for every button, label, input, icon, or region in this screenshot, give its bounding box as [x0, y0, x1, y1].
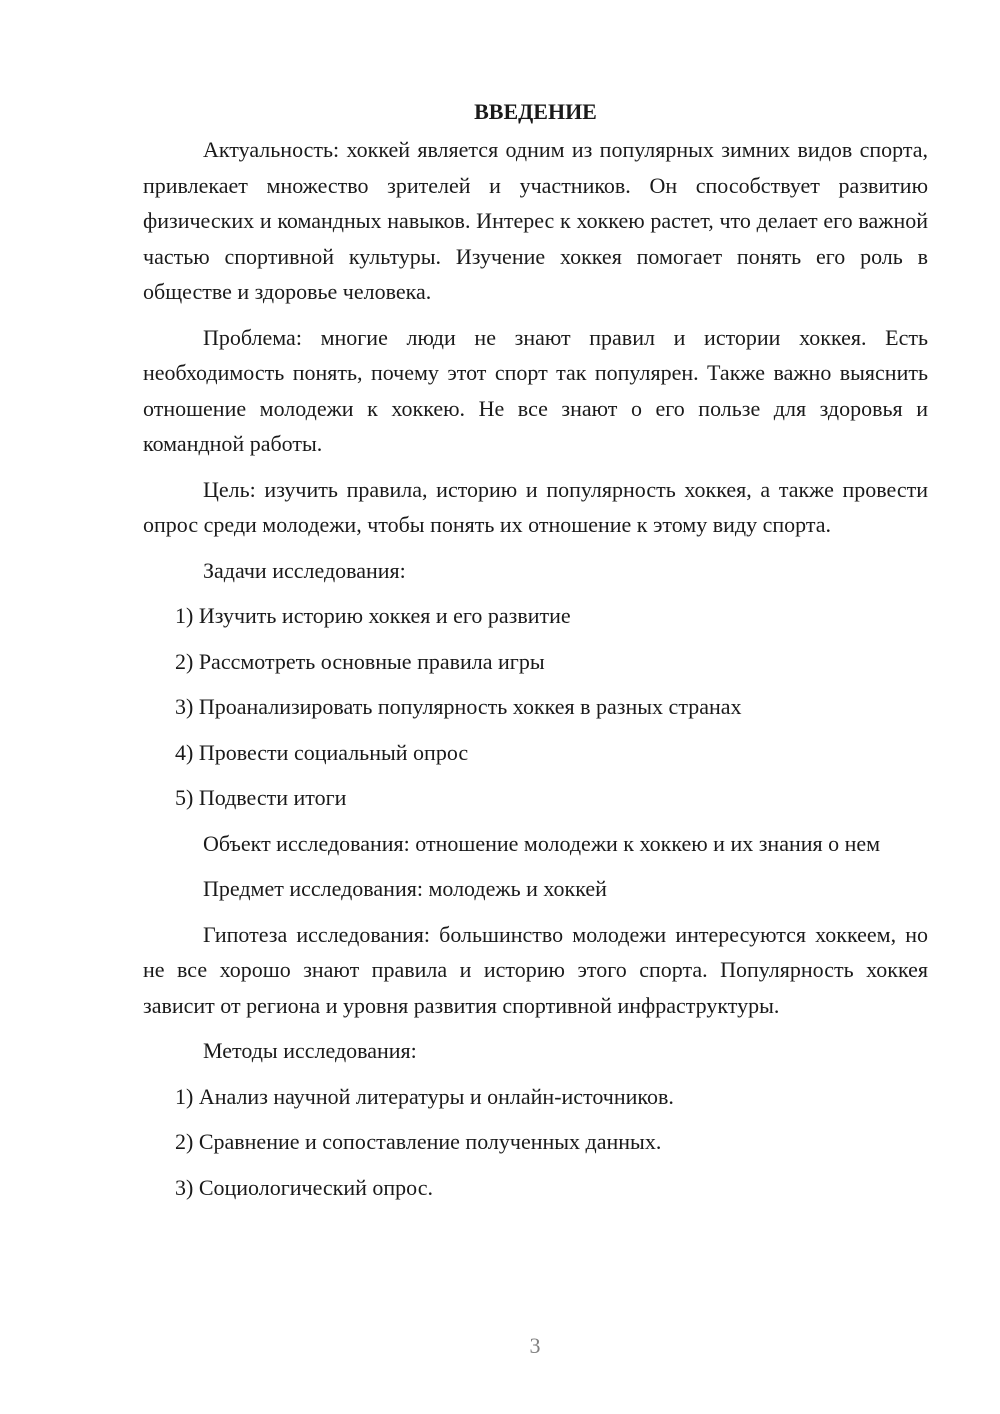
- methods-heading: Методы исследования:: [203, 1038, 417, 1063]
- page-number: 3: [529, 1333, 541, 1358]
- subject-paragraph: Предмет исследования: молодежь и хоккей: [203, 876, 607, 901]
- task-item-1: 1) Изучить историю хоккея и его развитие: [175, 603, 571, 628]
- goal-paragraph: Цель: изучить правила, историю и популярность хоккея, а также провести опрос среди молодежи, чтобы понять их отношение к этому виду спорта.: [143, 476, 928, 537]
- section-title: ВВЕДЕНИЕ: [474, 99, 597, 124]
- page-content: [143, 94, 928, 1215]
- method-item-3: 3) Социологический опрос.: [175, 1174, 433, 1200]
- task-item-3: 3) Проанализировать популярность хоккея в разных странах: [175, 694, 742, 719]
- task-item-5: 5) Подвести итоги: [175, 785, 347, 810]
- task-item-2: 2) Рассмотреть основные правила игры: [175, 648, 545, 674]
- method-item-2: 2) Сравнение и сопоставление полученных данных.: [175, 1129, 662, 1154]
- relevance-paragraph: Актуальность: хоккей является одним из популярных зимних видов спорта, привлекает множество зрителей и участников. Он способствует развитию физических и командных навыков. Интерес к хоккею растет, что делает его важной частью спортивной культуры. Изучение хоккея помогает понять его роль в обществе и здоровье человека.: [143, 137, 928, 304]
- hypothesis-paragraph: Гипотеза исследования: большинство молодежи интересуются хоккеем, но не все хорошо знают правила и историю этого спорта. Популярность хоккея зависит от региона и уровня развития спортивной инфраструктуры.: [143, 921, 928, 1018]
- problem-paragraph: Проблема: многие люди не знают правил и истории хоккея. Есть необходимость понять, почему этот спорт так популярен. Также важно выяснить отношение молодежи к хоккею. Не все знают о его пользе для здоровья и командной работы.: [143, 324, 928, 456]
- method-item-1: 1) Анализ научной литературы и онлайн-источников.: [175, 1083, 674, 1109]
- tasks-heading: Задачи исследования:: [203, 557, 406, 583]
- task-item-4: 4) Провести социальный опрос: [175, 739, 469, 765]
- object-paragraph: Объект исследования: отношение молодежи к хоккею и их знания о нем: [203, 830, 881, 856]
